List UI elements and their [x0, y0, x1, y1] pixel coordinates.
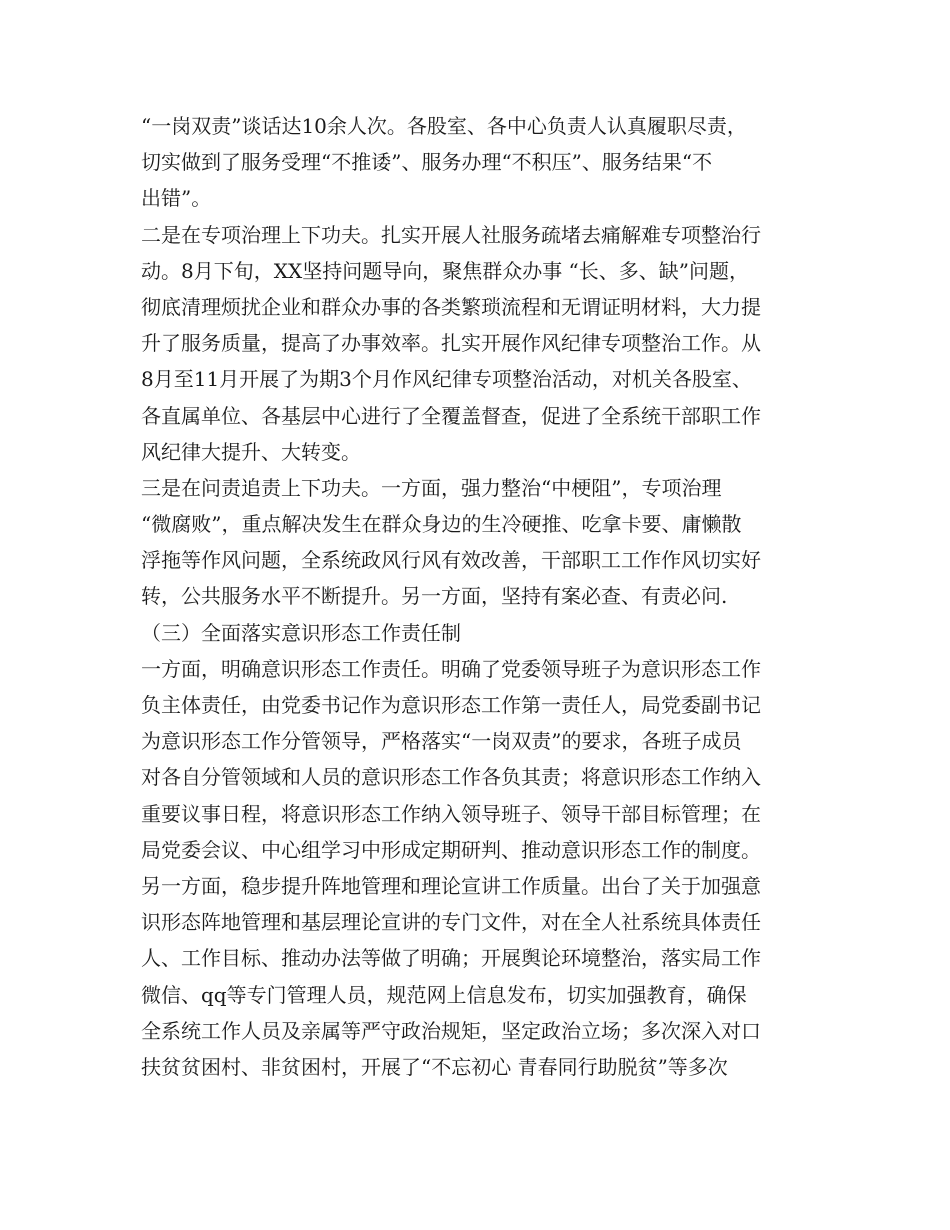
- text-line: 重要议事日程，将意识形态工作纳入领导班子、领导干部目标管理；在: [141, 801, 761, 826]
- text-line: 三是在问责追责上下功夫。一方面，强力整治“中梗阻”，专项治理: [141, 475, 722, 500]
- text-line: “一岗双责”谈话达10余人次。各股室、各中心负责人认真履职尽责，: [141, 114, 747, 138]
- text-line: 为意识形态工作分管领导，严格落实“一岗双责”的要求，各班子成员: [141, 729, 742, 754]
- text-line: 出错”。: [141, 186, 212, 211]
- text-line: 二是在专项治理上下功夫。扎实开展人社服务疏堵去痛解难专项整治行: [141, 222, 761, 247]
- text-line: 各直属单位、各基层中心进行了全覆盖督查，促进了全系统干部职工作: [141, 403, 761, 428]
- text-line: 浮拖等作风问题，全系统政风行风有效改善，干部职工工作作风切实好: [141, 548, 761, 573]
- text-line: 动。8月下旬，XX坚持问题导向，聚焦群众办事 “长、多、缺”问题，: [141, 258, 750, 283]
- text-line: 全系统工作人员及亲属等严守政治规矩，坚定政治立场；多次深入对口: [141, 1018, 761, 1043]
- text-line: 另一方面，稳步提升阵地管理和理论宣讲工作质量。出台了关于加强意: [141, 873, 761, 898]
- text-line: 局党委会议、中心组学习中形成定期研判、推动意识形态工作的制度。: [141, 837, 761, 862]
- text-line: 微信、qq等专门管理人员，规范网上信息发布，切实加强教育，确保: [141, 982, 747, 1007]
- text-line: 对各自分管领域和人员的意识形态工作各负其责；将意识形态工作纳入: [141, 765, 761, 790]
- text-line: 切实做到了服务受理“不推诿”、服务办理“不积压”、服务结果“不: [141, 150, 713, 175]
- section-heading: （三）全面落实意识形态工作责任制: [141, 620, 461, 645]
- text-line: 负主体责任，由党委书记作为意识形态工作第一责任人，局党委副书记: [141, 693, 761, 717]
- text-line: 风纪律大提升、大转变。: [141, 439, 361, 464]
- text-line: 一方面，明确意识形态工作责任。明确了党委领导班子为意识形态工作: [141, 656, 761, 681]
- text-line: 识形态阵地管理和基层理论宣讲的专门文件，对在全人社系统具体责任: [141, 910, 761, 935]
- text-line: 8月至11月开展了为期3个月作风纪律专项整治活动，对机关各股室、: [141, 367, 752, 392]
- text-line: 升了服务质量，提高了办事效率。扎实开展作风纪律专项整治工作。从: [141, 331, 761, 356]
- text-line: 扶贫贫困村、非贫困村，开展了“不忘初心 青春同行助脱贫”等多次: [141, 1054, 728, 1079]
- text-line: 彻底清理烦扰企业和群众办事的各类繁琐流程和无谓证明材料，大力提: [141, 294, 761, 319]
- text-line: “微腐败”，重点解决发生在群众身边的生冷硬推、吃拿卡要、庸懒散: [141, 512, 742, 537]
- text-line: 转，公共服务水平不断提升。另一方面，坚持有案必查、有责必问.: [141, 584, 728, 609]
- text-line: 人、工作目标、推动办法等做了明确；开展舆论环境整治，落实局工作: [141, 946, 761, 971]
